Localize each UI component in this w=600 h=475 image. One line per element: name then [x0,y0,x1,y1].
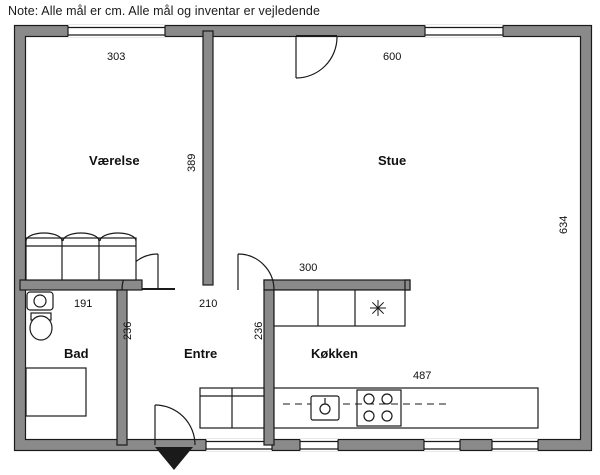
dimension-634: 634 [558,215,570,234]
dimension-236-bad: 236 [122,321,134,340]
windows [68,25,538,451]
dimension-303: 303 [107,51,126,63]
kitchen-lower-counter [274,388,538,428]
dimension-600: 600 [383,51,402,63]
room-label-stue: Stue [378,153,407,168]
room-label-koekken: Køkken [311,346,358,361]
kitchen-upper-counter [274,290,405,326]
entre-furniture [200,388,264,428]
entrance-marker [155,447,193,470]
vaerelse-furniture [26,233,136,280]
room-label-bad: Bad [64,346,89,361]
dimension-487: 487 [413,370,432,382]
note-text: Note: Alle mål er cm. Alle mål og inventar er vejledende [8,4,321,18]
dimension-210: 210 [199,298,218,310]
room-label-vaerelse: Værelse [89,153,140,168]
room-label-entre: Entre [184,346,218,361]
dimension-191: 191 [74,298,93,310]
dimension-389: 389 [186,153,198,172]
dimension-236-entre: 236 [253,321,265,340]
doors [112,36,337,445]
dimension-300: 300 [299,262,318,274]
